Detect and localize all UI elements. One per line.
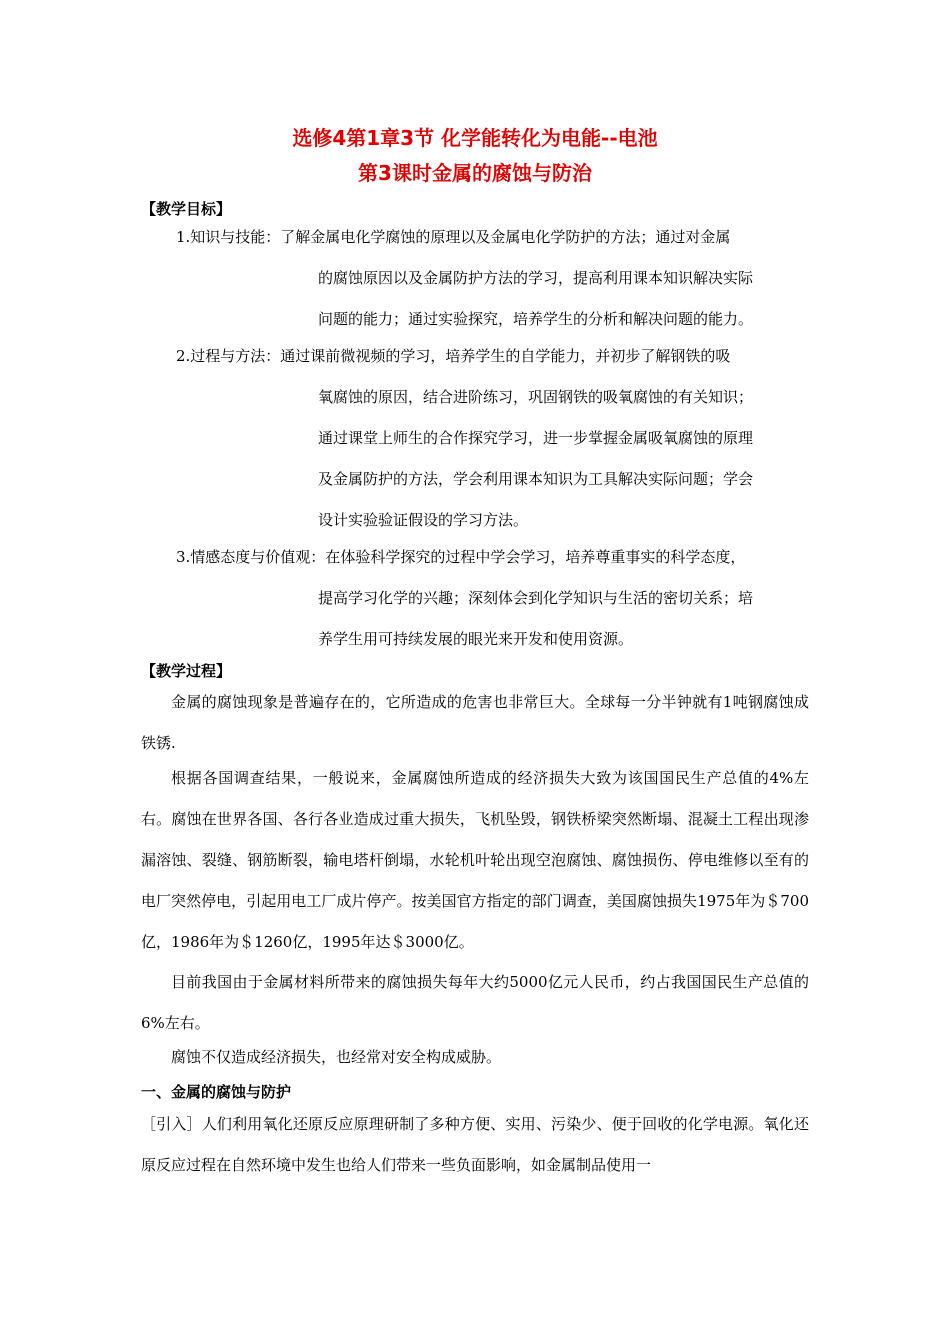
objective-line: 养学生用可持续发展的眼光来开发和使用资源。 (318, 630, 634, 648)
objective-line: 通过课堂上师生的合作探究学习，进一步掌握金属吸氧腐蚀的原理 (318, 429, 754, 447)
document-title: 选修4第1章3节 化学能转化为电能--电池 (292, 126, 658, 150)
objective-line: 提高学习化学的兴趣；深刻体会到化学知识与生活的密切关系；培 (318, 589, 754, 607)
objective-line: 2.过程与方法：通过课前微视频的学习，培养学生的自学能力，并初步了解钢铁的吸 (176, 347, 731, 365)
objective-line: 1.知识与技能：了解金属电化学腐蚀的原理以及金属电化学防护的方法；通过对金属 (176, 228, 731, 246)
objective-line: 设计实验验证假设的学习方法。 (318, 511, 529, 529)
objective-line: 氧腐蚀的原因，结合进阶练习，巩固钢铁的吸氧腐蚀的有关知识； (318, 388, 754, 406)
objective-line: 的腐蚀原因以及金属防护方法的学习，提高利用课本知识解决实际 (318, 269, 754, 287)
body-paragraph: 根据各国调查结果，一般说来，金属腐蚀所造成的经济损失大致为该国国民生产总值的4%左右。腐蚀在世界各国、各行各业造成过重大损失，飞机坠毁，钢铁桥梁突然断塌、混凝土工程出现渗漏溶蚀、裂缝、钢筋断裂，输电塔杆倒塌，水轮机叶轮出现空泡腐蚀、腐蚀损伤、停电维修以至有的电厂突然停电，引起用电工厂成片停产。按美国官方指定的部门调查，美国腐蚀损失1975年为＄700亿，1986年为＄1260亿，1995年达＄3000亿。 (141, 769, 809, 951)
document-subtitle: 第3课时金属的腐蚀与防治 (358, 161, 592, 185)
body-paragraph: 金属的腐蚀现象是普遍存在的，它所造成的危害也非常巨大。全球每一分半钟就有1吨钢腐蚀成铁锈. (141, 693, 809, 752)
intro-paragraph: ［引入］人们利用氧化还原反应原理研制了多种方便、实用、污染少、便于回收的化学电源。氧化还原反应过程在自然环境中发生也给人们带来一些负面影响，如金属制品使用一 (141, 1115, 809, 1174)
objective-line: 3.情感态度与价值观：在体验科学探究的过程中学会学习，培养尊重事实的科学态度， (176, 548, 746, 566)
objective-line: 及金属防护的方法，学会利用课本知识为工具解决实际问题；学会 (318, 470, 754, 488)
body-paragraph: 目前我国由于金属材料所带来的腐蚀损失每年大约5000亿元人民币，约占我国国民生产总值的6%左右。 (141, 973, 809, 1032)
section-heading: 一、金属的腐蚀与防护 (141, 1083, 292, 1101)
process-heading: 【教学过程】 (141, 662, 232, 680)
body-paragraph: 腐蚀不仅造成经济损失，也经常对安全构成威胁。 (171, 1048, 502, 1066)
objective-line: 问题的能力；通过实验探究，培养学生的分析和解决问题的能力。 (318, 310, 754, 328)
objectives-heading: 【教学目标】 (141, 200, 232, 218)
